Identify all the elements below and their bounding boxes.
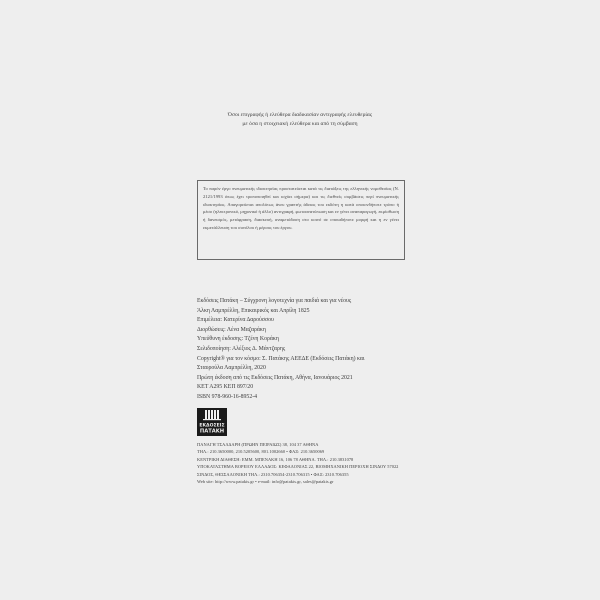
credits-line: Διορθώσεις: Λένα Μαζαράκη bbox=[197, 326, 266, 333]
imprint-line: ΣΙΝΔΟΣ, ΘΕΣΣΑΛΟΝΙΚΗ ΤΗΛ.: 2310.706354-2310.706315 • ΦΑΞ: 2310.706355 bbox=[197, 471, 349, 477]
logo-line-2: ΠΑΤΑΚΗ bbox=[199, 428, 225, 435]
credits-line: Copyright® για τον κόσμο: Σ. Πατάκης ΑΕΕΔΕ (Εκδόσεις Πατάκη) και bbox=[197, 355, 365, 362]
credits-line: Σελιδοποίηση: Αλέξιος Δ. Μάντζαρης bbox=[197, 345, 286, 352]
rights-notice-line: με όσα η στοιχειακή ελεύθερα και από τη σύμβαση bbox=[242, 120, 358, 127]
legal-box bbox=[197, 180, 405, 260]
legal-text: Το παρόν έργο πνευματικής ιδιοκτησίας προστατεύεται κατά τις διατάξεις της ελληνικής νομοθεσίας (Ν. 2121/1993 όπως έχει τροποποιηθεί και ισχύει σήμερα) και τις διεθνείς συμβάσεις περί πνευματικής ιδιοκτησίας. Απαγορεύεται απολύτως άνευ γραπτής άδειας του εκδότη η κατά οποιονδήποτε τρόπο ή μέσο (ηλεκτρονικό, μηχανικό ή άλλο) αντιγραφή, φωτοανατύπωση και εν γένει αναπαραγωγή, εκμίσθωση ή δανεισμός, μετάφραση, διασκευή, αναμετάδοση στο κοινό σε οποιαδήποτε μορφή και η εν γένει εκμετάλλευση του συνόλου ή μέρους του έργου. bbox=[203, 186, 399, 230]
imprint-line: ΚΕΝΤΡΙΚΗ ΔΙΑΘΕΣΗ: ΕΜΜ. ΜΠΕΝΑΚΗ 16, 106 78 ΑΘΗΝΑ. ΤΗΛ.: 210.3831078 bbox=[197, 456, 354, 462]
logo-line-1: ΕΚΔΟΣΕΙΣ bbox=[199, 423, 225, 429]
imprint-line: Web site: http://www.patakis.gr • e-mail: info@patakis.gr, sales@patakis.gr bbox=[197, 479, 334, 485]
credits-line: Εκδόσεις Πατάκη – Σύγχρονη λογοτεχνία για παιδιά και για νέους bbox=[197, 298, 352, 304]
publisher-logo bbox=[197, 408, 227, 436]
rights-notice bbox=[190, 111, 410, 128]
imprint-line: ΤΗΛ.: 210.3650000, 210.5205600, 801.1002660 • ΦΑΞ: 210.3650069 bbox=[197, 449, 325, 455]
credits-line: Επιμέλεια: Κατερίνα Δαρούσσου bbox=[197, 317, 274, 324]
credits-line: ΚΕΤ Α295 ΚΕΠ 897/20 bbox=[197, 384, 254, 391]
imprint-block bbox=[197, 441, 427, 485]
credits-line: Πρώτη έκδοση από τις Εκδόσεις Πατάκη, Αθήνα, Ιανουάριος 2021 bbox=[197, 374, 353, 381]
credits-block bbox=[197, 297, 427, 403]
credits-line: Άλκη Λαμπρέλλη, Επικαιρικός και Απρίλη 1825 bbox=[197, 307, 310, 314]
imprint-line: ΠΑΝΑΓΗ ΤΣΑΛΔΑΡΗ (ΠΡΩΗΝ ΠΕΙΡΑΙΩΣ) 38, 104 37 ΑΘΗΝΑ bbox=[197, 442, 319, 447]
credits-line: Υπεύθυνη έκδοσης: Τζένη Κοράκη bbox=[197, 336, 279, 343]
imprint-line: ΥΠΟΚΑΤΑΣΤΗΜΑ ΒΟΡΕΙΟΥ ΕΛΛΑΔΟΣ: ΚΕΦΑΛΟΝΙΑΣ 22, ΒΙΟΜΗΧΑΝΙΚΗ ΠΕΡΙΟΧΗ ΣΙΝΔΟΥ 57022 bbox=[197, 464, 399, 470]
credits-line: Σταυρούλα Λαμπρέλλη, 2020 bbox=[197, 365, 266, 372]
rights-notice-line: Όσοι επιγραφής ή ελεύθερα διαδικασίαν αντιγραφής ελευθερίας bbox=[227, 112, 373, 118]
credits-line: ISBN 978-960-16-8952-4 bbox=[197, 393, 258, 400]
